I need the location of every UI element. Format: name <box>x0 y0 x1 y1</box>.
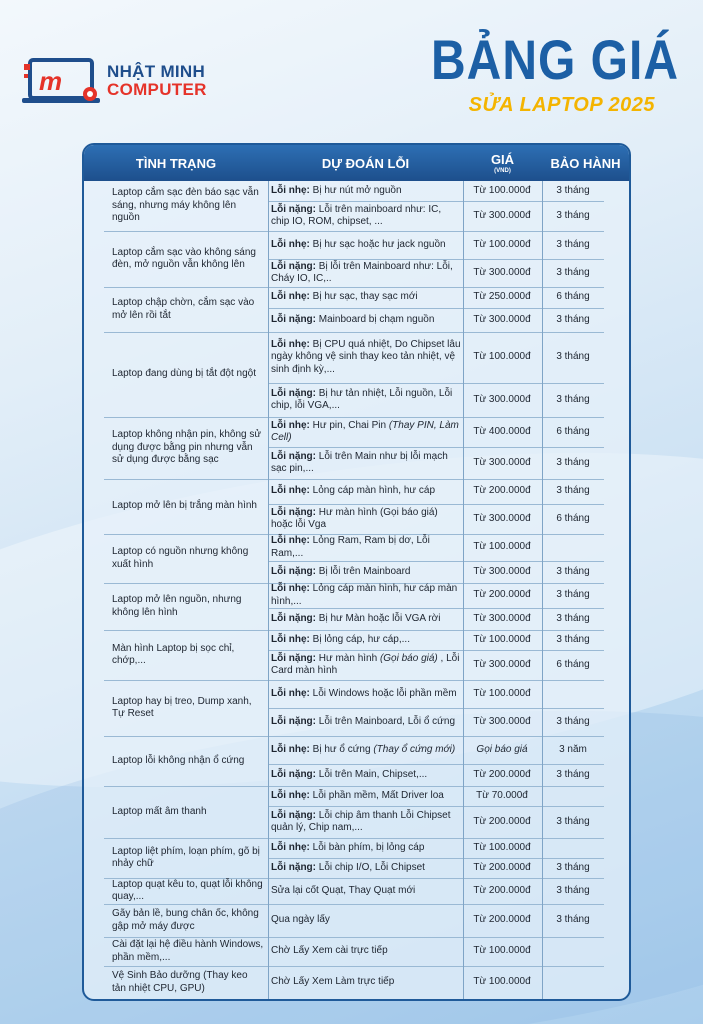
warranty-cell <box>542 680 604 708</box>
prediction-text: Lỗi nhẹ: Lỗi bàn phím, bị lỏng cáp <box>271 841 425 853</box>
price-cell: Từ 200.000đ <box>473 485 531 497</box>
warranty-cell <box>542 838 604 858</box>
brand-line2: COMPUTER <box>107 80 207 99</box>
warranty-cell: 3 tháng <box>556 884 590 896</box>
prediction-text: Lỗi nặng: Mainboard bị chạm nguồn <box>271 313 435 325</box>
header-price-label: GIÁ <box>490 151 515 167</box>
prediction-cell <box>269 201 462 231</box>
price-cell: Từ 300.000đ <box>473 266 531 278</box>
prediction-text: Lỗi nặng: Lỗi chip âm thanh Lỗi Chipset quản lý, Chip nam,... <box>271 809 451 833</box>
prediction-cell <box>269 786 462 806</box>
warranty-cell: 6 tháng <box>556 512 590 524</box>
warranty-cell <box>542 937 604 966</box>
warranty-cell: 3 tháng <box>556 266 590 278</box>
severity-label: Lỗi nặng: <box>271 387 316 399</box>
prediction-text: Lỗi nhẹ: Lỏng cáp màn hình, hư cáp <box>271 485 436 497</box>
prediction-text: Lỗi nặng: Lỗi chip I/O, Lỗi Chipset <box>271 861 425 873</box>
prediction-text: Lỗi nặng: Bị lỗi trên Mainboard <box>271 565 411 577</box>
price-cell: Từ 250.000đ <box>473 291 531 303</box>
prediction-cell <box>269 417 462 447</box>
status-cell: Laptop hay bị treo, Dump xanh, Tự Reset <box>112 695 252 719</box>
prediction-cell <box>269 447 462 479</box>
price-cell: Từ 300.000đ <box>473 209 531 221</box>
price-cell: Từ 100.000đ <box>473 541 531 553</box>
prediction-cell <box>269 708 462 736</box>
warranty-cell: 3 tháng <box>556 589 590 601</box>
prediction-cell <box>269 287 462 308</box>
page-subtitle: SỬA LAPTOP 2025 <box>468 94 655 116</box>
prediction-cell <box>269 630 462 650</box>
prediction-cell <box>269 858 462 878</box>
prediction-cell <box>269 479 462 504</box>
prediction-cell <box>269 561 462 583</box>
severity-label: Lỗi nhẹ: <box>271 184 310 196</box>
price-cell: Từ 300.000đ <box>473 612 531 624</box>
prediction-text: Lỗi nặng: Hư màn hình (Gọi báo giá) hoặc lỗi Vga <box>271 506 438 530</box>
price-cell: Từ 100.000đ <box>473 976 531 988</box>
status-cell: Laptop cắm sạc đèn báo sạc vẫn sáng, nhưng máy không lên nguồn <box>112 187 259 224</box>
prediction-cell <box>269 181 462 201</box>
warranty-cell: 3 tháng <box>556 861 590 873</box>
severity-label: Lỗi nhẹ: <box>271 238 310 250</box>
prediction-cell <box>269 838 462 858</box>
page-title-block <box>431 30 679 117</box>
price-cell: Từ 200.000đ <box>473 589 531 601</box>
warranty-cell: 3 tháng <box>556 209 590 221</box>
price-cell: Từ 200.000đ <box>473 914 531 926</box>
warranty-cell: 3 tháng <box>556 715 590 727</box>
warranty-cell: 3 tháng <box>556 313 590 325</box>
prediction-text: Chờ Lấy Xem Làm trực tiếp <box>271 976 395 988</box>
prediction-cell <box>269 583 462 608</box>
prediction-cell <box>269 680 462 708</box>
severity-label: Lỗi nhẹ: <box>271 485 310 497</box>
price-cell: Từ 200.000đ <box>473 861 531 873</box>
prediction-text: Lỗi nặng: Lỗi trên Main, Chipset,... <box>271 768 428 780</box>
warranty-cell: 3 tháng <box>556 565 590 577</box>
prediction-text: Lỗi nhẹ: Hư pin, Chai Pin (Thay PIN, Làm Cell) <box>271 419 459 443</box>
prediction-cell <box>269 383 462 417</box>
severity-label: Lỗi nhẹ: <box>271 419 310 431</box>
header-prediction: DỰ ĐOÁN LỖI <box>321 155 410 171</box>
status-cell: Laptop lỗi không nhận ổ cứng <box>112 754 245 766</box>
column-divider <box>542 181 543 999</box>
severity-label: Lỗi nhẹ: <box>271 535 310 546</box>
prediction-cell <box>269 806 462 838</box>
price-cell: Từ 300.000đ <box>473 715 531 727</box>
status-cell: Vệ Sinh Bảo dưỡng (Thay keo tản nhiệt CPU, GPU) <box>112 970 248 994</box>
prediction-cell <box>269 231 462 259</box>
price-cell: Từ 200.000đ <box>473 768 531 780</box>
status-cell: Laptop mở lên bị trắng màn hình <box>112 500 257 512</box>
status-cell: Laptop mất âm thanh <box>112 805 207 817</box>
status-cell: Laptop có nguồn nhưng không xuất hình <box>112 546 249 570</box>
status-cell: Laptop chập chờn, cắm sạc vào mở lên rồi tắt <box>112 297 255 321</box>
header-price <box>463 145 542 181</box>
prediction-text: Lỗi nhẹ: Bị CPU quá nhiệt, Do Chipset lâu ngày không vệ sinh thay keo tản nhiệt, vệ sinh định kỳ,... <box>271 338 461 375</box>
price-table <box>82 143 631 1001</box>
warranty-cell <box>542 786 604 806</box>
warranty-cell: 3 tháng <box>556 351 590 363</box>
price-cell: Từ 100.000đ <box>473 633 531 645</box>
prediction-text: Lỗi nhẹ: Lỏng Ram, Ram bị dơ, Lỗi Ram,... <box>271 535 430 559</box>
warranty-cell: 3 tháng <box>556 768 590 780</box>
warranty-cell: 3 tháng <box>556 238 590 250</box>
prediction-cell <box>269 308 462 332</box>
prediction-cell <box>269 504 462 534</box>
price-cell: Từ 200.000đ <box>473 815 531 827</box>
svg-text:m: m <box>39 66 63 96</box>
price-cell: Từ 100.000đ <box>473 184 531 196</box>
prediction-text: Lỗi nhẹ: Lỗi Windows hoặc lỗi phần mềm <box>271 687 457 699</box>
prediction-cell <box>269 937 462 966</box>
price-cell: Từ 100.000đ <box>473 945 531 957</box>
severity-label: Lỗi nặng: <box>271 313 316 325</box>
severity-label: Lỗi nặng: <box>271 715 316 727</box>
price-cell: Từ 300.000đ <box>473 456 531 468</box>
price-cell: Từ 100.000đ <box>473 687 531 699</box>
price-cell: Gọi báo giá <box>476 743 528 755</box>
status-cell: Laptop đang dùng bị tắt đột ngột <box>112 368 257 380</box>
status-cell: Màn hình Laptop bị sọc chỉ, chớp,... <box>112 642 235 666</box>
severity-label: Lỗi nhẹ: <box>271 789 310 801</box>
laptop-logo-icon <box>22 56 102 106</box>
prediction-cell <box>269 736 462 764</box>
warranty-cell: 6 tháng <box>556 291 590 303</box>
prediction-cell <box>269 904 462 937</box>
price-cell: Từ 200.000đ <box>473 884 531 896</box>
brand-logo <box>22 52 222 108</box>
price-cell: Từ 300.000đ <box>473 565 531 577</box>
prediction-note: (Thay ổ cứng mới) <box>373 743 456 755</box>
severity-label: Lỗi nặng: <box>271 450 316 462</box>
prediction-text: Lỗi nặng: Bị lỗi trên Mainboard như: Lỗi, Cháy IO, IC,.. <box>271 260 453 284</box>
prediction-text: Lỗi nặng: Hư màn hình (Gọi báo giá) , Lỗi Card màn hình <box>271 652 460 676</box>
severity-label: Lỗi nhẹ: <box>271 583 310 594</box>
prediction-text: Qua ngày lấy <box>271 914 330 926</box>
status-cell: Laptop quạt kêu to, quạt lỗi không quay,... <box>112 878 263 902</box>
prediction-note: (Gọi báo giá) <box>379 652 438 664</box>
severity-label: Lỗi nặng: <box>271 506 316 518</box>
prediction-text: Lỗi nặng: Bị hư Màn hoặc lỗi VGA rời <box>271 612 441 624</box>
table-header <box>84 145 629 181</box>
page-title: BẢNG GIÁ <box>431 30 679 92</box>
price-cell: Từ 100.000đ <box>473 238 531 250</box>
prediction-cell <box>269 332 462 383</box>
severity-label: Lỗi nhẹ: <box>271 338 310 350</box>
prediction-cell <box>269 534 462 561</box>
severity-label: Lỗi nặng: <box>271 809 316 821</box>
severity-label: Lỗi nhẹ: <box>271 633 310 645</box>
prediction-text: Lỗi nhẹ: Lỏng cáp màn hình, hư cáp màn hình,... <box>271 583 458 607</box>
severity-label: Lỗi nhẹ: <box>271 687 310 699</box>
status-cell: Laptop liệt phím, loạn phím, gõ bị nhảy chữ <box>112 845 260 869</box>
warranty-cell <box>542 534 604 561</box>
severity-label: Lỗi nặng: <box>271 203 316 215</box>
warranty-cell <box>542 966 604 999</box>
status-cell: Cài đặt lại hệ điều hành Windows, phần mềm,... <box>112 939 264 963</box>
header-warranty: BẢO HÀNH <box>550 155 621 171</box>
severity-label: Lỗi nhẹ: <box>271 743 310 755</box>
prediction-text: Lỗi nhẹ: Bị hư nút mở nguồn <box>271 184 402 196</box>
warranty-cell: 3 tháng <box>556 456 590 468</box>
prediction-text: Lỗi nặng: Bị hư tản nhiệt, Lỗi nguồn, Lỗi chip, lỗi VGA,... <box>271 387 453 411</box>
severity-label: Lỗi nặng: <box>271 260 316 272</box>
warranty-cell: 3 tháng <box>556 612 590 624</box>
prediction-text: Lỗi nặng: Lỗi trên Mainboard, Lỗi ổ cứng <box>271 715 455 727</box>
severity-label: Lỗi nặng: <box>271 861 316 873</box>
severity-label: Lỗi nặng: <box>271 612 316 624</box>
warranty-cell: 3 tháng <box>556 914 590 926</box>
prediction-text: Lỗi nhẹ: Bị lỏng cáp, hư cáp,... <box>271 633 410 645</box>
prediction-text: Lỗi nhẹ: Bị hư sạc, thay sạc mới <box>271 291 418 303</box>
prediction-text: Lỗi nặng: Lỗi trên Main như bị lỗi mạch sạc pin,... <box>271 450 448 474</box>
price-cell: Từ 70.000đ <box>476 789 528 801</box>
status-cell: Laptop không nhận pin, không sử dụng được bằng pin nhưng vẫn sử dụng được bằng sạc <box>112 429 262 466</box>
price-cell: Từ 300.000đ <box>473 313 531 325</box>
prediction-cell <box>269 878 462 904</box>
prediction-cell <box>269 966 462 999</box>
price-cell: Từ 400.000đ <box>473 425 531 437</box>
price-cell: Từ 300.000đ <box>473 658 531 670</box>
warranty-cell: 6 tháng <box>556 658 590 670</box>
price-cell: Từ 100.000đ <box>473 351 531 363</box>
prediction-text: Lỗi nhẹ: Bị hư ổ cứng (Thay ổ cứng mới) <box>271 743 456 755</box>
warranty-cell: 3 năm <box>559 743 587 755</box>
warranty-cell: 3 tháng <box>556 184 590 196</box>
prediction-text: Lỗi nặng: Lỗi trên mainboard như: IC, chip IO, ROM, chipset, ... <box>271 203 442 227</box>
status-cell: Laptop mở lên nguồn, nhưng không lên hình <box>112 594 242 618</box>
brand-line1: NHẬT MINH <box>107 62 206 81</box>
price-cell: Từ 100.000đ <box>473 841 531 853</box>
prediction-text: Chờ Lấy Xem cài trực tiếp <box>271 945 388 957</box>
prediction-text: Lỗi nhẹ: Lỗi phần mềm, Mất Driver loa <box>271 789 444 801</box>
severity-label: Lỗi nặng: <box>271 652 316 664</box>
column-divider <box>268 181 269 999</box>
severity-label: Lỗi nhẹ: <box>271 841 310 853</box>
prediction-cell <box>269 764 462 786</box>
warranty-cell: 3 tháng <box>556 485 590 497</box>
header-price-unit: (VND) <box>494 167 511 174</box>
price-cell: Từ 300.000đ <box>473 393 531 405</box>
prediction-text: Lỗi nhẹ: Bị hư sạc hoặc hư jack nguồn <box>271 238 446 250</box>
price-cell: Từ 300.000đ <box>473 512 531 524</box>
prediction-note: (Thay PIN, Làm Cell) <box>271 419 459 443</box>
warranty-cell: 6 tháng <box>556 425 590 437</box>
header-status: TÌNH TRẠNG <box>135 155 217 171</box>
status-cell: Laptop cắm sạc vào không sáng đèn, mở nguồn vẫn không lên <box>112 246 256 270</box>
prediction-text: Sửa lại cốt Quạt, Thay Quạt mới <box>271 884 416 896</box>
warranty-cell: 3 tháng <box>556 815 590 827</box>
status-cell: Gãy bản lề, bung chân ốc, không gập mở máy được <box>112 908 259 932</box>
severity-label: Lỗi nhẹ: <box>271 291 310 303</box>
prediction-cell <box>269 259 462 287</box>
severity-label: Lỗi nặng: <box>271 565 316 577</box>
column-divider <box>463 181 464 999</box>
warranty-cell: 3 tháng <box>556 633 590 645</box>
prediction-cell <box>269 650 462 680</box>
warranty-cell: 3 tháng <box>556 393 590 405</box>
prediction-cell <box>269 608 462 630</box>
severity-label: Lỗi nặng: <box>271 768 316 780</box>
